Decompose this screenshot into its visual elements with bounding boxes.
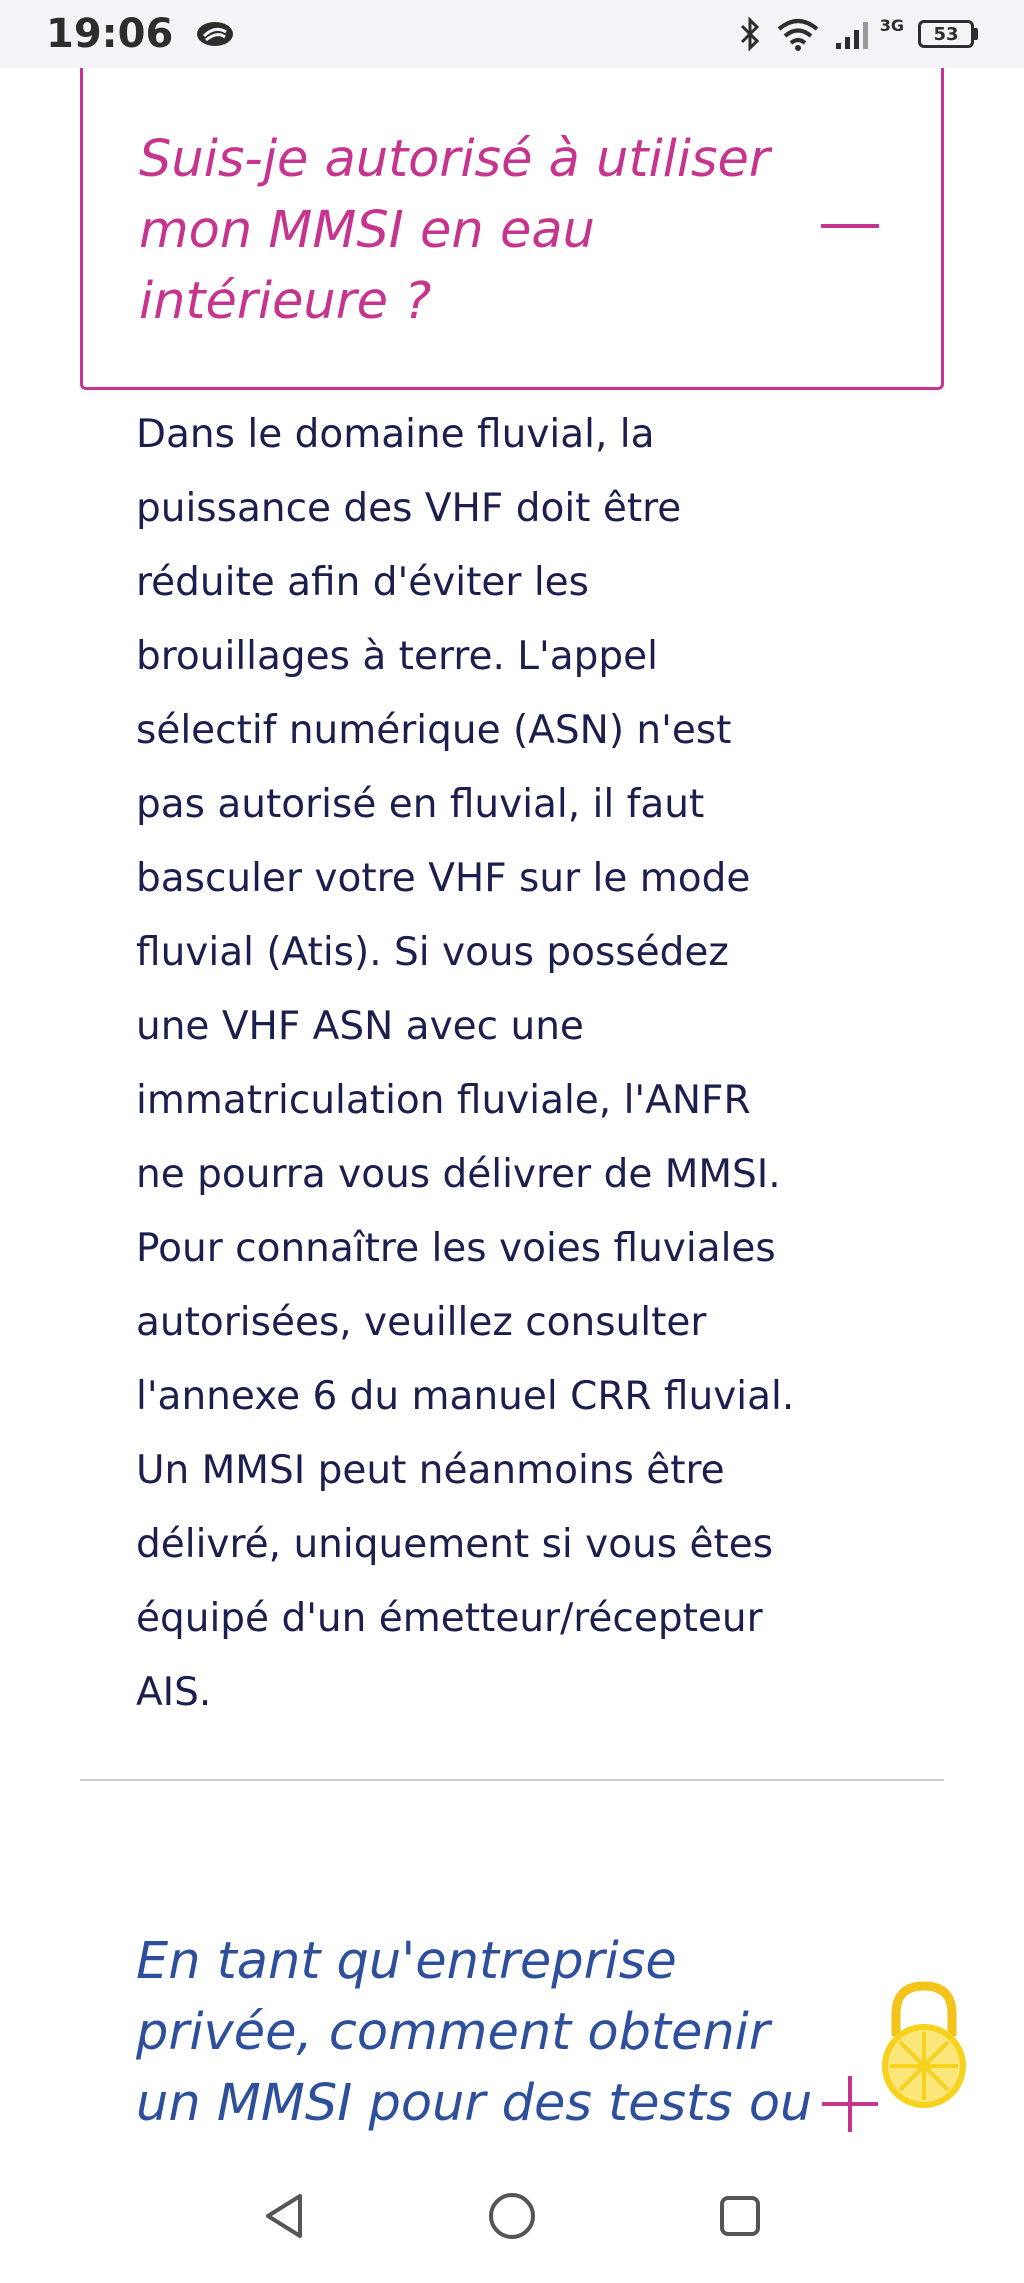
battery-icon (918, 20, 978, 48)
home-icon[interactable] (482, 2186, 542, 2246)
navigation-bar (0, 2148, 1024, 2283)
battery-tip (974, 28, 978, 40)
status-left (46, 11, 235, 57)
minus-icon[interactable] (821, 224, 879, 228)
notification-app-icon (195, 19, 235, 49)
status-time: 19:06 (46, 11, 174, 57)
faq-question-open[interactable]: Suis-je autorisé à utiliser mon MMSI en eau intérieure ? (139, 130, 770, 331)
faq-question-next[interactable]: En tant qu'entreprise privée, comment obtenir un MMSI pour des tests ou (136, 1932, 813, 2133)
plus-icon[interactable] (822, 2076, 878, 2132)
lock-lemon-icon[interactable] (874, 1978, 974, 2118)
faq-content[interactable] (0, 68, 1024, 2148)
bluetooth-icon (738, 17, 762, 51)
status-right (738, 17, 978, 51)
faq-item-open-header[interactable] (80, 68, 944, 390)
battery-level: 53 (918, 20, 974, 48)
network-type-label: 3G (879, 15, 904, 35)
back-icon[interactable] (254, 2186, 314, 2246)
wifi-icon (776, 17, 820, 51)
recent-apps-icon[interactable] (710, 2186, 770, 2246)
status-bar (0, 0, 1024, 68)
faq-divider (80, 1779, 944, 1781)
signal-icon (834, 17, 874, 51)
faq-answer: Dans le domaine fluvial, la puissance des VHF doit être réduite afin d'éviter les brouillages à terre. L'appel sélectif numérique (ASN) n'est pas autorisé en fluvial, il faut basculer votre VHF sur le mode fluvial (Atis). Si vous possédez une VHF ASN avec une immatriculation fluviale, l'ANFR ne pourra vous délivrer de MMSI. Pour connaître les voies fluviales autorisées, veuillez consulter l'annexe 6 du manuel CRR fluvial. Un MMSI peut néanmoins être délivré, uniquement si vous êtes équipé d'un émetteur/récepteur AIS. (136, 412, 795, 1715)
